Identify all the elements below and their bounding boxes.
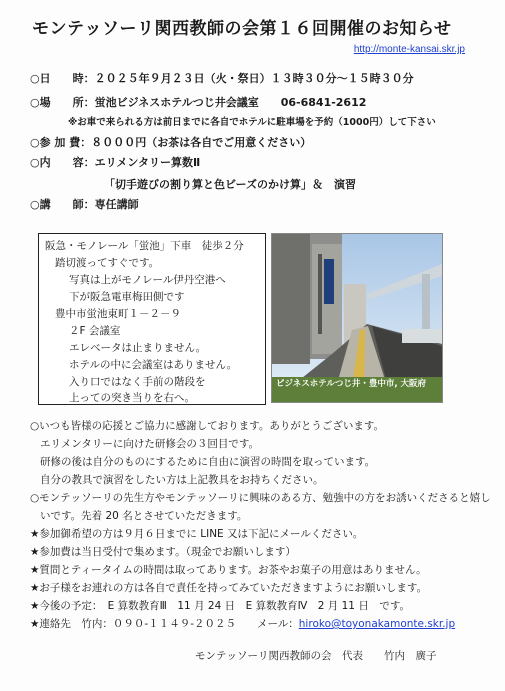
body-line: ★今後の予定： E 算数教育Ⅲ 11 月 24 日 E 算数教育Ⅳ 2 月 11 日 です。 [30,600,410,612]
body-line: ○いつも皆様の応援とご協力に感謝しております。ありがとうございます。 [30,420,384,432]
hotel-photo [271,233,443,403]
page-title: モンテッソーリ関西教師の会第１６回開催のお知らせ [32,19,452,39]
access-directions [38,233,266,405]
content-detail: 「切手遊びの割り算と色ビーズのかけ算」＆ 演習 [104,178,357,191]
content-row [30,154,200,170]
access-line: ホテルの中に会議室はありません。 [69,359,238,371]
access-line: エレベータは止まりません。 [69,342,207,354]
body-line: いです。先着 20 名とさせていただきます。 [40,510,248,522]
email-link[interactable]: hiroko@toyonakamonte.skr.jp [298,618,456,630]
place-value: 蛍池ビジネスホテルつじ井会議室 06-6841-2612 [94,96,367,109]
lecturer-value: 専任講師 [94,198,139,211]
parking-note: ※お車で来られる方は前日までに各自でホテルに駐車場を予約（1000円）して下さい [68,117,436,128]
photo-caption: ビジネスホテルつじ井・豊中市, 大阪府 [272,377,442,402]
content-value: エリメンタリー算数Ⅱ [94,156,201,169]
access-line: 写真は上がモノレール伊丹空港へ [69,274,226,286]
body-line: ★質問とティータイムの時間は取ってあります。お茶やお菓子の用意はありません。 [30,564,427,576]
access-line: 踏切渡ってすぐです。 [55,257,160,269]
fee-value: ８０００円（お茶は各自でご用意ください） [91,136,312,149]
content-label: ○内 容： [30,156,95,169]
access-line: 阪急・モノレール「蛍池」下車 徒歩２分 [45,240,244,252]
date-row [30,70,414,86]
website-link[interactable]: http://monte-kansai.skr.jp [353,44,465,55]
access-line: 豊中市蛍池東町１－２－９ [55,308,181,320]
body-line: ★お子様をお連れの方は各自で責任を持ってみていただきますようにお願いします。 [30,582,428,594]
body-line: 研修の後は自分のものにするために自由に演習の時間を取っています。 [40,456,376,468]
body-line: ★参加費は当日受付で集めます。（現金でお願いします） [30,546,296,558]
access-line: 下が阪急電車梅田側です [69,291,185,303]
contact-line [30,616,455,631]
access-line: ２F 会議室 [69,325,121,337]
body-line: ○モンテッソーリの先生方やモンテッソーリに興味のある方、勉強中の方をお誘いくださると嬉し [30,492,491,504]
body-line: 自分の教具で演習をしたい方は上記教具をお持ちください。 [40,474,324,486]
access-line: 入り口ではなく手前の階段を [69,376,206,388]
date-value: ２０２５年９月２３日（火・祭日）１３時３０分～１５時３０分 [94,72,414,85]
lecturer-row [30,196,139,212]
place-label: ○場 所： [30,96,95,109]
body-line: ★参加御希望の方は９月６日までに LINE 又は下記にメールください。 [30,528,364,540]
lecturer-label: ○講 師： [30,198,95,211]
fee-row [30,134,311,150]
date-label: ○日 時： [30,72,95,85]
contact-text: ★連絡先 竹内：０９０-１１４９-２０２５ メール： [30,618,299,630]
fee-label: ○参 加 費： [30,136,92,149]
place-row [30,94,366,110]
access-line: 上っての突き当りを右へ。 [69,392,195,404]
body-line: エリメンタリーに向けた研修会の３回目です。 [40,438,260,450]
footer-signature: モンテッソーリ関西教師の会 代表 竹内 廣子 [195,650,437,662]
